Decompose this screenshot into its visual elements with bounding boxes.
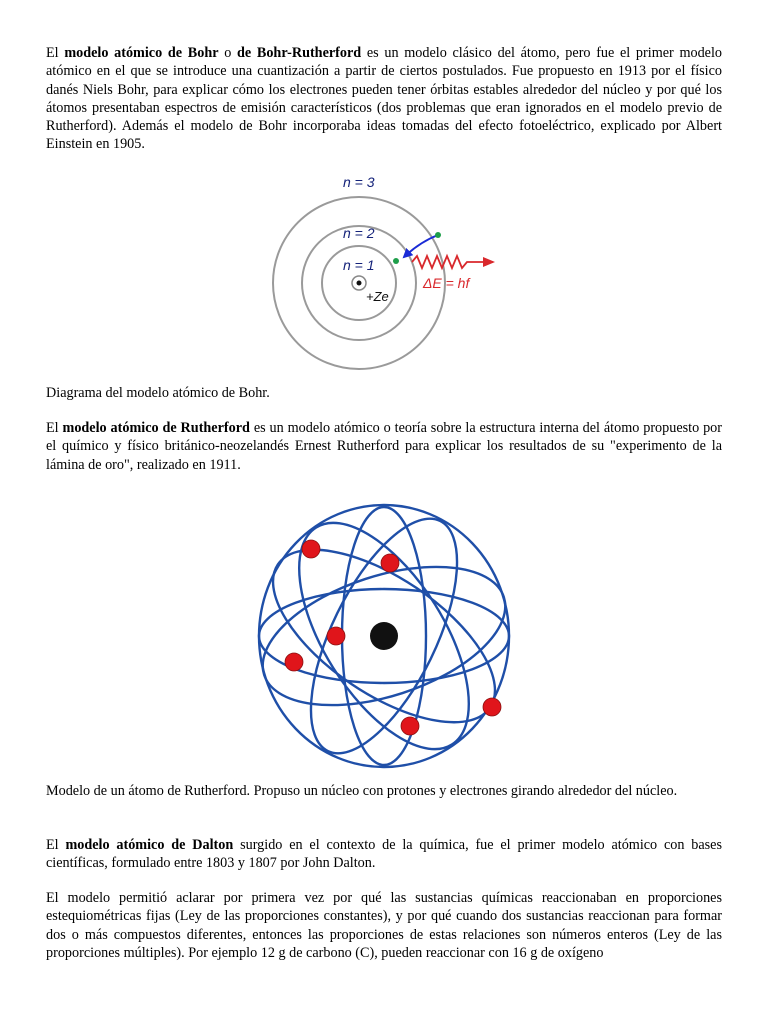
label-energy: ΔE = hf (423, 275, 470, 291)
electron-inner (393, 258, 399, 264)
nucleus-dot (357, 281, 362, 286)
bold-term-bohr-rutherford: de Bohr-Rutherford (237, 45, 362, 61)
photon-wave (412, 256, 493, 268)
nucleus (370, 622, 398, 650)
electron (285, 653, 303, 671)
bohr-intro-paragraph (46, 44, 722, 154)
bold-term-dalton: modelo atómico de Dalton (65, 837, 234, 853)
bold-term-rutherford: modelo atómico de Rutherford (62, 420, 250, 436)
label-nucleus-charge: +Ze (366, 289, 389, 304)
text-run: es un modelo atómico o teoría sobre la estructura interna del átomo propuesto por el químico y físico británico-neozelandés Ernest Rutherford para explicar los resultados de su "experimento de la lámina de oro", realizado en 1911. (46, 420, 722, 473)
text-run: o (218, 45, 237, 61)
text-run: El (46, 45, 65, 61)
rutherford-caption: Modelo de un átomo de Rutherford. Propuso un núcleo con protones y electrones girando alrededor del núcleo. (46, 783, 678, 799)
dalton-intro-paragraph (46, 836, 722, 873)
text-run: surgido en el contexto de la química, fue el primer modelo atómico con bases científicas, formulado entre 1803 y 1807 por John Dalton. (46, 837, 722, 872)
rutherford-intro-paragraph (46, 419, 722, 474)
dalton-second-paragraph: El modelo permitió aclarar por primera vez por qué las sustancias químicas reaccionaban en proporciones estequiométricas fijas (Ley de las proporciones constantes), y por qué cuando dos sustancias reaccionan para formar dos o más compuestos diferentes, entonces las proporciones de estas relaciones son números enteros (Ley de las proporciones múltiples). Por ejemplo 12 g de carbono (C), pueden reaccionar con 16 g de oxígeno (46, 890, 722, 961)
label-n2: n = 2 (343, 225, 375, 241)
electron (302, 540, 320, 558)
electron (401, 717, 419, 735)
text-run: es un modelo clásico del átomo, pero fue el primer modelo atómico en el que se introduce una cuantización a partir de ciertos postulados. Fue propuesto en 1913 por el físico danés Niels Bohr, para explicar cómo los electrones pueden tener órbitas estables alrededor del núcleo y por qué los átomos presentaban espectros de emisión característicos (dos problemas que eran ignorados en el modelo previo de Rutherford). Además el modelo de Bohr incorporaba ideas tomadas del efecto fotoeléctrico, explicado por Albert Einstein en 1905. (46, 45, 723, 153)
label-n1: n = 1 (343, 257, 375, 273)
text-run: El (46, 420, 63, 436)
electron (327, 627, 345, 645)
rutherford-atom-diagram (244, 493, 524, 779)
bold-term-bohr: modelo atómico de Bohr (64, 45, 219, 61)
electron (483, 698, 501, 716)
electron (381, 554, 399, 572)
label-n3: n = 3 (343, 174, 375, 190)
electron-outer (435, 232, 441, 238)
text-run: El (46, 837, 66, 853)
bohr-model-diagram (262, 168, 512, 378)
bohr-caption: Diagrama del modelo atómico de Bohr. (46, 385, 270, 401)
